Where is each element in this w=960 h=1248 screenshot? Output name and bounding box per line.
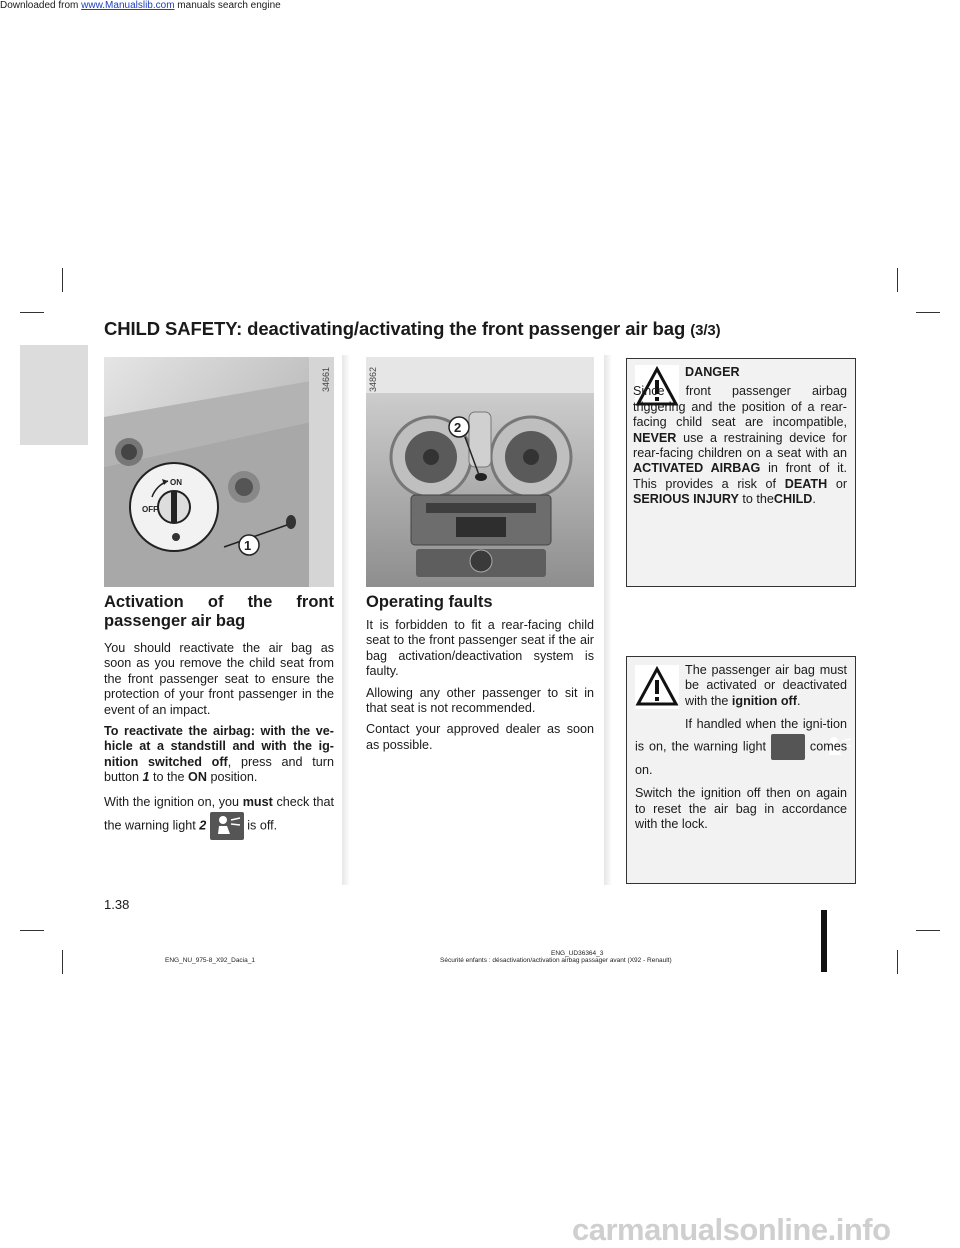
faults-heading: Operating faults: [366, 593, 493, 611]
middle-column: [366, 593, 594, 759]
note-para-1-start: The passenger air bag must be activated or deactivated with the: [685, 663, 847, 708]
activation-para-2: [104, 724, 334, 786]
footer-right-2: Sécurité enfants : désactivation/activation airbag passager avant (X92 - Renault): [440, 957, 672, 964]
image-ref-middle: 34862: [368, 366, 378, 392]
danger-line-2: use a restraining device for rear-facing children on a seat with an: [633, 430, 847, 461]
crop-mark: [916, 930, 940, 931]
crop-mark: [897, 950, 898, 974]
danger-box: [626, 358, 856, 587]
crop-mark: [62, 950, 63, 974]
check-start: With the ignition on, you: [104, 794, 240, 809]
console-drawing: [366, 357, 594, 587]
on-label: ON: [170, 478, 182, 487]
death-word: DEATH: [784, 476, 828, 491]
note-text: [635, 663, 847, 832]
watermark: carmanualsonline.info: [572, 1212, 891, 1247]
note-para-3: Switch the ignition off then on again to reset the air bag in accordance with the lock.: [635, 786, 847, 832]
crop-mark: [62, 268, 63, 292]
activation-para-1: You should reactivate the air bag as soon as you remove the child seat from the front passenger seat to ensure the protection of your front passenger in the event of an impact.: [104, 641, 334, 717]
chapter-tab: [20, 345, 88, 445]
callout-2: 2: [454, 420, 462, 435]
to-the-word: to the: [742, 492, 774, 507]
download-banner: [0, 0, 281, 11]
page-number: 1.38: [104, 897, 130, 912]
crop-mark: [20, 312, 44, 313]
page-title: [104, 318, 721, 340]
note-para-1: [685, 663, 847, 709]
activation-heading: Activation of the front passenger air bag: [104, 593, 334, 630]
airbag-warning-icon: [210, 812, 244, 840]
on-position: ON: [188, 770, 207, 785]
never-word: NEVER: [633, 430, 677, 445]
danger-line-1: Since front passenger airbag triggering and the position of a rear-facing child seat are incompatible,: [633, 384, 847, 430]
danger-text: [633, 365, 847, 508]
left-column: [104, 593, 334, 846]
manualslib-link[interactable]: www.Manualslib.com: [81, 0, 175, 11]
title-main: CHILD SAFETY: deactivating/activating the front passenger air bag: [104, 318, 686, 339]
or-word: or: [835, 476, 848, 491]
dashboard-switch-drawing: [104, 357, 334, 587]
footer-right-1: ENG_UD36364_3: [551, 950, 604, 957]
banner-suffix: manuals search engine: [174, 0, 281, 11]
crop-mark: [916, 312, 940, 313]
note-para-1-end: .: [796, 693, 801, 708]
note-para-2-end: comes on.: [635, 739, 848, 778]
danger-line-3: in front of it. This provides a risk of: [633, 461, 847, 491]
check-end: check that the warning light: [104, 794, 334, 832]
title-page-indicator: (3/3): [690, 322, 721, 339]
column-divider: [604, 355, 612, 885]
must-word: must: [242, 794, 273, 809]
image-ref-left: 34661: [321, 366, 331, 392]
reactivate-rest: , press and turn button: [104, 754, 334, 785]
faults-para-1: It is forbidden to fit a rear-facing child seat to the front passenger seat if the air bag activation/deactivation system is faulty.: [366, 618, 594, 679]
activated-airbag: ACTIVATED AIRBAG: [633, 461, 761, 476]
faults-para-3: Contact your approved dealer as soon as possible.: [366, 722, 594, 752]
banner-prefix: Downloaded from: [0, 0, 82, 11]
crop-mark: [20, 930, 44, 931]
airbag-warning-icon: [771, 734, 805, 760]
check-tail: is off.: [247, 817, 278, 832]
switch-illustration: [104, 357, 334, 587]
off-label: OFF: [142, 505, 158, 514]
crop-mark: [897, 268, 898, 292]
ignition-off: ignition off: [731, 693, 797, 708]
faults-para-2: Allowing any other passenger to sit in that seat is not recommended.: [366, 685, 594, 716]
reactivate-to: to the: [153, 770, 185, 785]
reactivate-end: position.: [210, 770, 258, 785]
note-para-2-start: If handled when the igni-tion is on, the warning light: [635, 717, 847, 754]
button-number: 1: [142, 770, 150, 785]
footer-left: ENG_NU_975-8_X92_Dacia_1: [165, 957, 255, 964]
callout-1: 1: [244, 538, 252, 553]
thumb-bar: [821, 910, 827, 972]
danger-period: .: [812, 492, 816, 507]
activation-para-3: [104, 792, 334, 840]
danger-heading: DANGER: [685, 365, 740, 379]
note-box: [626, 656, 856, 884]
light-number: 2: [199, 817, 207, 832]
note-para-2: [635, 714, 847, 780]
child-word: CHILD: [773, 492, 813, 507]
serious-injury: SERIOUS INJURY: [633, 492, 739, 507]
dashboard-illustration: [366, 357, 594, 587]
column-divider: [342, 355, 350, 885]
reactivate-bold: To reactivate the airbag: with the ve-hicle at a standstill and with the ig-nition switched off: [104, 724, 334, 769]
